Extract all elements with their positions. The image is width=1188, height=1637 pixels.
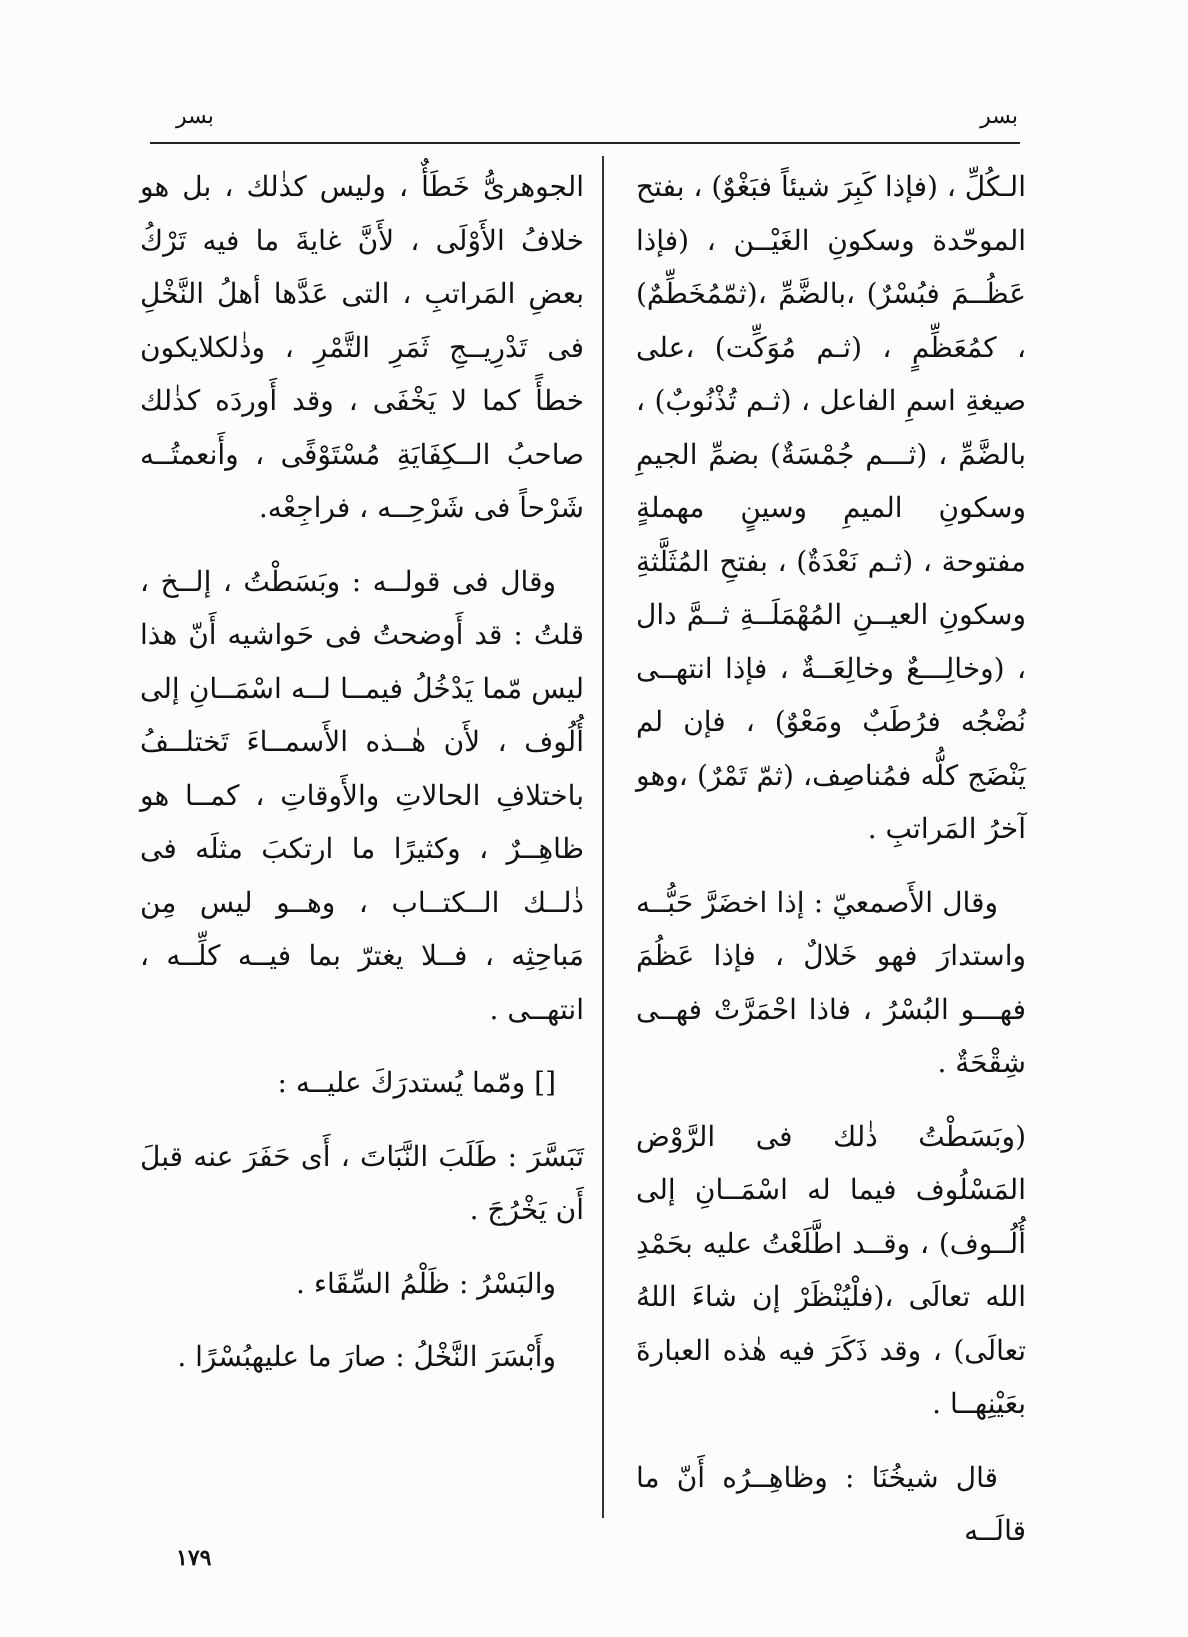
paragraph: وأَبْسَرَ النَّخْلُ : صارَ ما عليهبُسْرًا . xyxy=(177,1340,556,1373)
right-column xyxy=(636,160,1026,1558)
paragraph: قال شيخُنَا : وظاهِــرُه أَنّ ما قالَــه xyxy=(636,1460,1026,1547)
page-number: ١٧٩ xyxy=(176,1545,212,1571)
running-head-right: بسر xyxy=(980,104,1018,129)
paragraph: الجوهرىُّ خَطَأٌ ، وليس كذٰلك ، بل هو خلافُ الأَوْلَى ، لأَنَّ غايةَ ما فيه تَرْكُ بعضِ المَراتبِ ، التى عَدَّها أهلُ النَّخْلِ فى تَدْرِيــجِ ثَمَرِ التَّمْرِ ، وذٰلكلايكون خطأً كما لا يَخْفَى ، وقد أَوردَه كذٰلك صاحبُ الــكِفَايَةِ مُسْتَوْفًى ، وأَنعمتُــه شَرْحاً فى شَرْحِــه ، فراجِعْه. xyxy=(140,170,584,524)
header-rule xyxy=(150,142,1020,144)
left-column xyxy=(140,160,584,1384)
running-head-left: بسر xyxy=(176,104,214,129)
paragraph: [] ومّما يُستدرَكَ عليــه : xyxy=(277,1066,556,1099)
paragraph: وقال الأَصمعيّ : إذا اخضَرَّ حَبُّــه واستدارَ فهو خَلالٌ ، فإذا عَظُمَ فهـــو البُسْرُ ، فاذا احْمَرَّتْ فهــى شِقْحَةٌ . xyxy=(636,885,1026,1079)
paragraph: تَبَسَّرَ : طَلَبَ النَّبَاتَ ، أَى حَفَرَ عنه قبلَ أَن يَخْرُجَ . xyxy=(140,1139,584,1226)
column-divider xyxy=(602,156,604,1518)
paragraph: (وبَسَطْتُ ذٰلك فى الرَّوْض المَسْلُوف فيما له اسْمَــانِ إلى أُلُــوف) ، وقــد اطَّلَعْتُ عليه بحَمْدِ الله تعالَى ،(فلْيُنْظَرْ إن شاءَ اللهُ تعالَى) ، وقد ذَكَرَ فيه هٰذه العبارةَ بعَيْنِهــا . xyxy=(636,1119,1026,1420)
paragraph: الـكُلِّ ، (فإذا كَبِرَ شيئاً فبَغْوٌ) ، بفتح الموحّدة وسكونِ الغَيْــن ، (فإذا عَظُــمَ فبُسْرٌ) ،بالضَّمِّ ،(ثمّمُخَطِّمٌ) ، كمُعَظِّمٍ ، (ثـم مُوَكِّت) ،على صيغةِ اسمِ الفاعل ، (ثـم تُذْنُوبٌ) ، بالضَّمِّ ، (ثـــم جُمْسَةٌ) بضمِّ الجيمِ وسكونِ الميمِ وسينٍ مهملةٍ مفتوحة ، (ثـم نَعْدَةٌ) ، بفتحِ المُثَلَّثةِ وسكونِ العيــنِ المُهْمَلَــةِ ثــمَّ دال ، (وخالِـــعٌ وخالِعَــةٌ ، فإذا انتهــى نُضْجُه فرُطَبٌ ومَعْوٌ) ، فإن لم يَنْضَج كلُّه فمُناصِف، (ثمّ تَمْرٌ) ،وهو آخرُ المَراتبِ . xyxy=(636,170,1026,845)
paragraph: وقال فى قولــه : وبَسَطْتُ ، إلــخ ، قلتُ : قد أَوضحتُ فى حَواشيه أَنّ هذا ليس مّما يَدْخُلُ فيمــا لــه اسْمَــانِ إلى أُلُوف ، لأَن هٰــذه الأَسمــاءَ تَختلــفُ باختلافِ الحالاتِ والأَوقاتِ ، كمــا هو ظاهِــرٌ ، وكثيرًا ما ارتكبَ مثلَه فى ذٰلــك الــكتــاب ، وهــو ليس مِن مَباحِثِه ، فــلا يغترّ بما فيــه كلِّــه ، انتهــى . xyxy=(140,564,584,1026)
paragraph: والبَسْرُ : ظَلْمُ السِّقَاء . xyxy=(296,1266,556,1300)
